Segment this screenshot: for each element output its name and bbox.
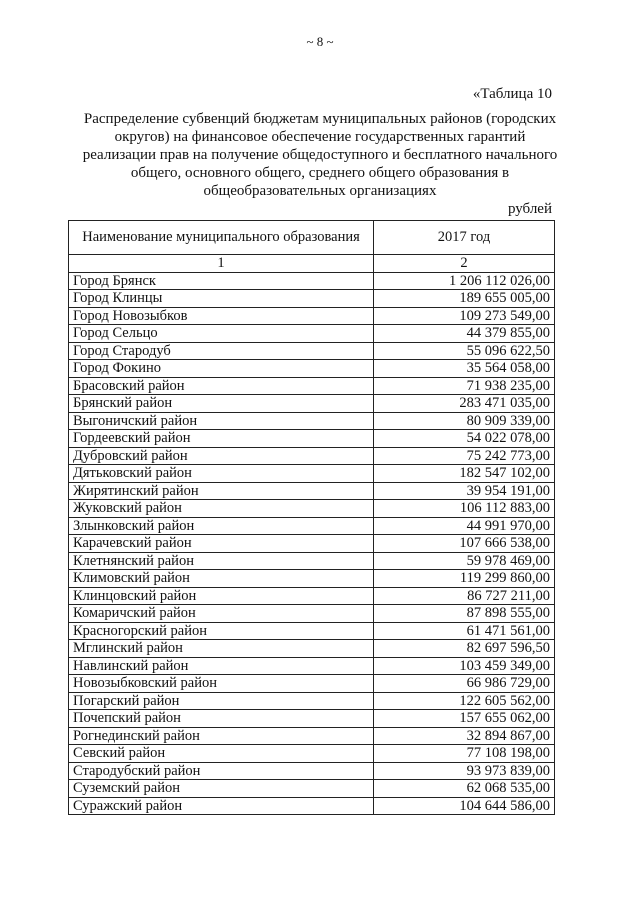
subsidy-amount: 44 379 855,00 <box>374 325 555 343</box>
subsidy-amount: 80 909 339,00 <box>374 412 555 430</box>
table-row <box>69 622 555 640</box>
title-line: общеобразовательных организациях <box>203 183 437 199</box>
table-row <box>69 640 555 658</box>
title-line: округов) на финансовое обеспечение государственных гарантий <box>114 129 526 145</box>
subsidy-amount: 189 655 005,00 <box>374 290 555 308</box>
municipality-name: Карачевский район <box>69 535 374 553</box>
table-reference: «Таблица 10 <box>472 86 552 102</box>
table-row <box>69 360 555 378</box>
municipality-name: Мглинский район <box>69 640 374 658</box>
subsidy-amount: 107 666 538,00 <box>374 535 555 553</box>
subsidy-amount: 157 655 062,00 <box>374 710 555 728</box>
table-row <box>69 552 555 570</box>
subsidy-amount: 104 644 586,00 <box>374 797 555 815</box>
municipality-name: Новозыбковский район <box>69 675 374 693</box>
document-title <box>70 110 570 200</box>
header-municipality: Наименование муниципального образования <box>69 221 374 255</box>
table-row <box>69 780 555 798</box>
municipality-name: Гордеевский район <box>69 430 374 448</box>
table-row <box>69 342 555 360</box>
municipality-name: Красногорский район <box>69 622 374 640</box>
title-line: реализации прав на получение общедоступного и бесплатного начального <box>82 147 558 163</box>
page-number: ~ 8 ~ <box>306 34 334 49</box>
table-body <box>69 272 555 815</box>
municipality-name: Клетнянский район <box>69 552 374 570</box>
subsidy-amount: 59 978 469,00 <box>374 552 555 570</box>
subsidy-amount: 39 954 191,00 <box>374 482 555 500</box>
subsidy-amount: 106 112 883,00 <box>374 500 555 518</box>
subsidy-amount: 82 697 596,50 <box>374 640 555 658</box>
subsidy-amount: 93 973 839,00 <box>374 762 555 780</box>
column-number-row <box>69 255 555 273</box>
municipality-name: Брасовский район <box>69 377 374 395</box>
subsidy-amount: 55 096 622,50 <box>374 342 555 360</box>
table-row <box>69 447 555 465</box>
column-number: 1 <box>69 255 374 273</box>
municipality-name: Дубровский район <box>69 447 374 465</box>
table-row <box>69 797 555 815</box>
table-row <box>69 727 555 745</box>
units-label: рублей <box>507 201 552 217</box>
subsidy-amount: 122 605 562,00 <box>374 692 555 710</box>
subsidy-amount: 283 471 035,00 <box>374 395 555 413</box>
table-row <box>69 377 555 395</box>
municipality-name: Злынковский район <box>69 517 374 535</box>
subsidy-amount: 32 894 867,00 <box>374 727 555 745</box>
municipality-name: Суражский район <box>69 797 374 815</box>
municipality-name: Город Брянск <box>69 272 374 290</box>
subsidy-amount: 54 022 078,00 <box>374 430 555 448</box>
subsidy-table <box>68 220 555 815</box>
municipality-name: Почепский район <box>69 710 374 728</box>
municipality-name: Город Клинцы <box>69 290 374 308</box>
table-row <box>69 290 555 308</box>
header-year: 2017 год <box>374 221 555 255</box>
municipality-name: Комаричский район <box>69 605 374 623</box>
table-row <box>69 692 555 710</box>
subsidy-amount: 182 547 102,00 <box>374 465 555 483</box>
table-row <box>69 465 555 483</box>
table-row <box>69 710 555 728</box>
subsidy-amount: 61 471 561,00 <box>374 622 555 640</box>
column-number: 2 <box>374 255 555 273</box>
title-line: Распределение субвенций бюджетам муниципальных районов (городских <box>83 111 557 127</box>
table-row <box>69 325 555 343</box>
table-row <box>69 272 555 290</box>
table-header-row <box>69 221 555 255</box>
subsidy-amount: 66 986 729,00 <box>374 675 555 693</box>
title-line: общего, основного общего, среднего общего образования в <box>130 165 510 181</box>
subsidy-amount: 77 108 198,00 <box>374 745 555 763</box>
municipality-name: Суземский район <box>69 780 374 798</box>
subsidy-amount: 119 299 860,00 <box>374 570 555 588</box>
municipality-name: Жирятинский район <box>69 482 374 500</box>
municipality-name: Севский район <box>69 745 374 763</box>
subsidy-amount: 87 898 555,00 <box>374 605 555 623</box>
table-row <box>69 762 555 780</box>
table-row <box>69 745 555 763</box>
municipality-name: Выгоничский район <box>69 412 374 430</box>
table-row <box>69 605 555 623</box>
municipality-name: Навлинский район <box>69 657 374 675</box>
subsidy-amount: 1 206 112 026,00 <box>374 272 555 290</box>
table-row <box>69 307 555 325</box>
subsidy-amount: 75 242 773,00 <box>374 447 555 465</box>
municipality-name: Климовский район <box>69 570 374 588</box>
table-row <box>69 412 555 430</box>
table-row <box>69 675 555 693</box>
table-row <box>69 430 555 448</box>
municipality-name: Погарский район <box>69 692 374 710</box>
table-row <box>69 587 555 605</box>
table-row <box>69 517 555 535</box>
municipality-name: Клинцовский район <box>69 587 374 605</box>
subsidy-amount: 109 273 549,00 <box>374 307 555 325</box>
table-row <box>69 500 555 518</box>
municipality-name: Город Сельцо <box>69 325 374 343</box>
municipality-name: Брянский район <box>69 395 374 413</box>
subsidy-amount: 35 564 058,00 <box>374 360 555 378</box>
subsidy-amount: 62 068 535,00 <box>374 780 555 798</box>
table-row <box>69 482 555 500</box>
table-row <box>69 570 555 588</box>
subsidy-amount: 71 938 235,00 <box>374 377 555 395</box>
table-row <box>69 395 555 413</box>
municipality-name: Рогнединский район <box>69 727 374 745</box>
subsidy-amount: 103 459 349,00 <box>374 657 555 675</box>
municipality-name: Дятьковский район <box>69 465 374 483</box>
table-row <box>69 535 555 553</box>
municipality-name: Город Фокино <box>69 360 374 378</box>
municipality-name: Стародубский район <box>69 762 374 780</box>
subsidy-amount: 44 991 970,00 <box>374 517 555 535</box>
municipality-name: Жуковский район <box>69 500 374 518</box>
municipality-name: Город Новозыбков <box>69 307 374 325</box>
subsidy-amount: 86 727 211,00 <box>374 587 555 605</box>
table-row <box>69 657 555 675</box>
municipality-name: Город Стародуб <box>69 342 374 360</box>
